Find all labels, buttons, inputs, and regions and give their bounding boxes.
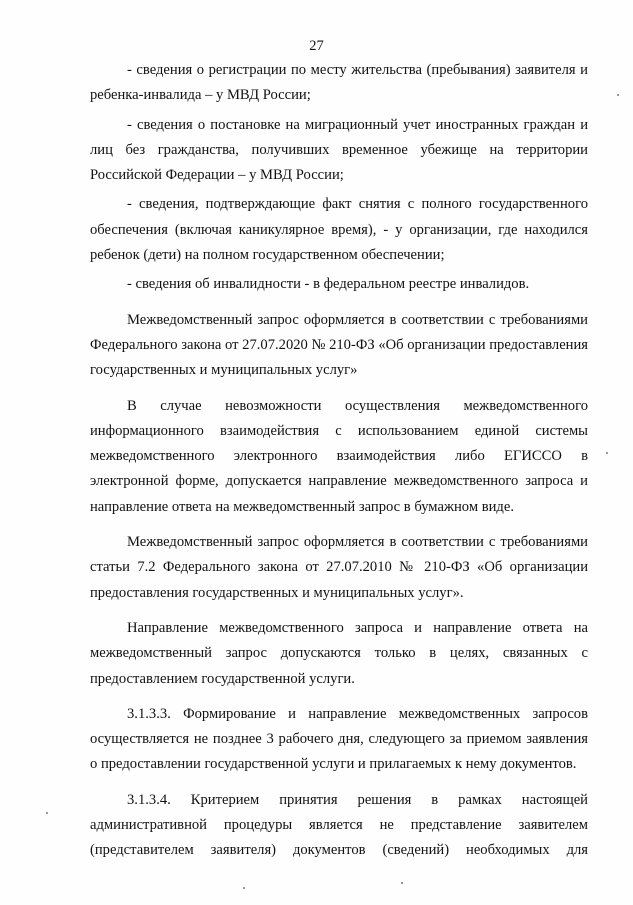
- paragraph-3-1-3-3: 3.1.3.3. Формирование и направление межведомственных запросов осуществляется не позднее 3 рабочего дня, следующего за приемом заявления о предоставлении государственной услуги и прилагаемых к нему документов.: [90, 705, 588, 773]
- paragraph-request-purpose: Направление межведомственного запроса и направление ответа на межведомственный запрос допускаются только в целях, связанных с предоставлением государственной услуги.: [90, 619, 588, 687]
- scan-speck: [617, 94, 619, 96]
- scan-speck: [401, 882, 403, 884]
- scan-speck: [46, 812, 48, 814]
- paragraph-state-support-info: - сведения, подтверждающие факт снятия с полного государственного обеспечения (включая каникулярное время), - у организации, где находился ребенок (дети) на полном государственном обеспечении;: [90, 196, 588, 264]
- scan-speck: [606, 452, 608, 454]
- scan-speck: [243, 887, 245, 889]
- paragraph-migration-info: - сведения о постановке на миграционный учет иностранных граждан и лиц без гражданства, получивших временное убежище на территории Российской Федерации – у МВД России;: [90, 116, 588, 184]
- paragraph-disability-info: - сведения об инвалидности - в федеральном реестре инвалидов.: [127, 276, 530, 293]
- paragraph-interagency-request-2020: Межведомственный запрос оформляется в соответствии с требованиями Федерального закона от 27.07.2020 № 210-ФЗ «Об организации предоставления государственных и муниципальных услуг»: [90, 311, 589, 379]
- paragraph-paper-request: В случае невозможности осуществления межведомственного информационного взаимодействия с использованием единой системы межведомственного электронного взаимодействия либо ЕГИССО в электронной форме, допускается направление межведомственного запроса и направление ответа на межведомственный запрос в бумажном виде.: [90, 397, 588, 515]
- document-body: [90, 58, 588, 864]
- paragraph-interagency-request-article: Межведомственный запрос оформляется в соответствии с требованиями статьи 7.2 Федерального закона от 27.07.2010 № 210-ФЗ «Об организации предоставления государственных и муниципальных услуг».: [90, 534, 588, 601]
- page-number: 27: [309, 38, 324, 54]
- paragraph-registration-info: - сведения о регистрации по месту жительства (пребывания) заявителя и ребенка-инвалида – у МВД России;: [90, 62, 588, 104]
- paragraph-3-1-3-4: 3.1.3.4. Критерием принятия решения в рамках настоящей административной процедуры является не представление заявителем (представителем заявителя) документов (сведений) необходимых для: [90, 791, 588, 859]
